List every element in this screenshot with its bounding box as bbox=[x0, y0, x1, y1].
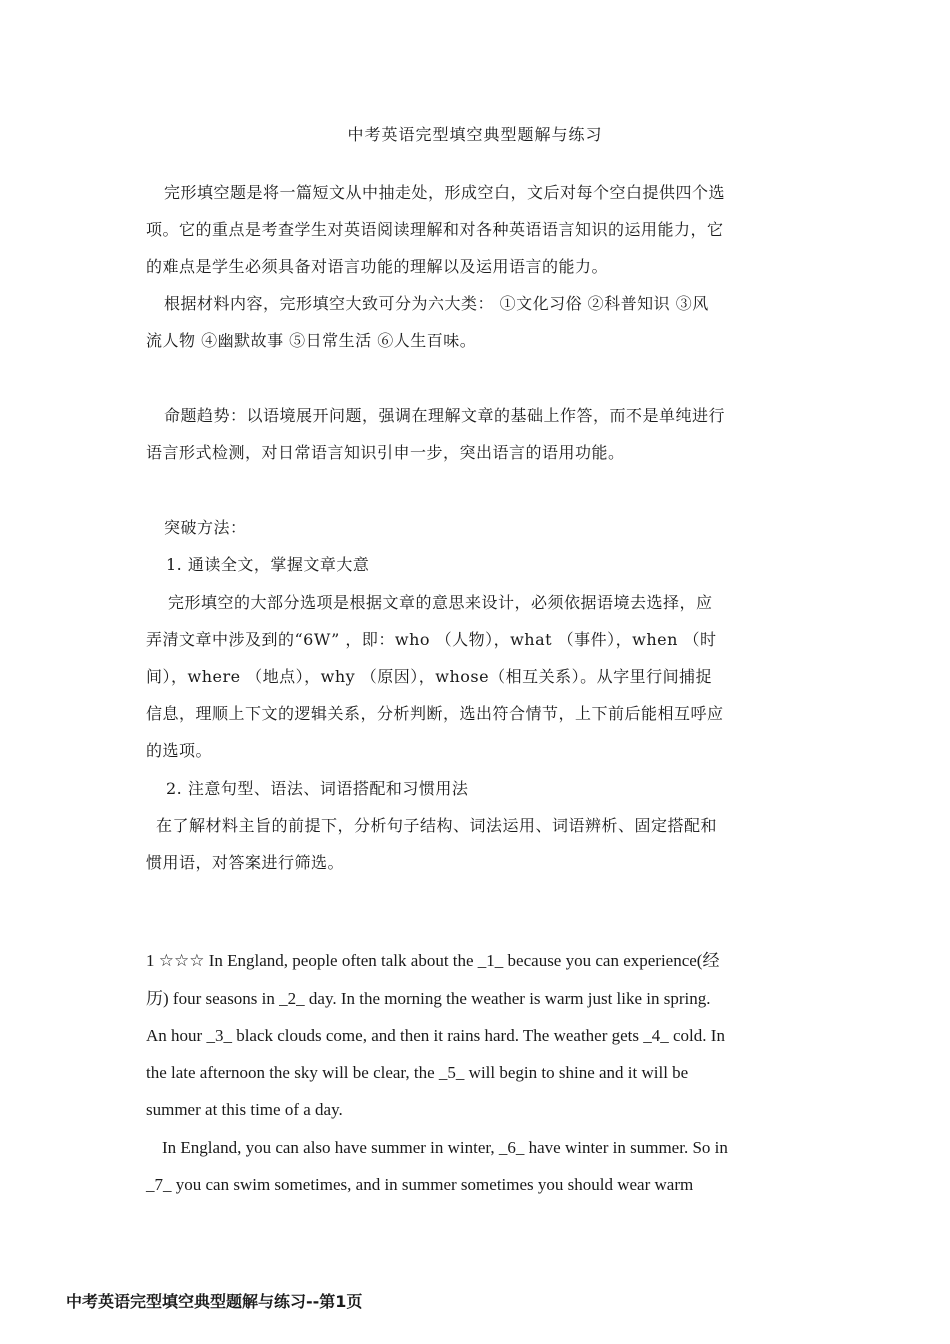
intro-line-2: 项。它的重点是考查学生对英语阅读理解和对各种英语语言知识的运用能力，它 bbox=[146, 220, 724, 239]
exercise-line-5: summer at this time of a day. bbox=[146, 1100, 343, 1119]
page-title: 中考英语完型填空典型题解与练习 bbox=[347, 125, 603, 144]
exercise-line-1: 1 ☆☆☆ In England, people often talk about the _1_ because you can experience(经 bbox=[146, 951, 720, 970]
intro-line-1: 完形填空题是将一篇短文从中抽走处，形成空白，文后对每个空白提供四个选 bbox=[164, 183, 726, 202]
trend-line-1: 命题趋势：以语境展开问题，强调在理解文章的基础上作答，而不是单纯进行 bbox=[164, 406, 726, 425]
exercise-line-4: the late afternoon the sky will be clear, the _5_ will begin to shine and it will be bbox=[146, 1063, 689, 1082]
methods-heading: 突破方法： bbox=[164, 518, 247, 537]
method-1-line-4: 信息，理顺上下文的逻辑关系，分析判断，选出符合情节，上下前后能相互呼应 bbox=[146, 704, 724, 723]
exercise-line-7: _7_ you can swim sometimes, and in summer sometimes you should wear warm bbox=[146, 1175, 694, 1194]
method-1-line-2: 弄清文章中涉及到的“6W” ，即：who （人物），what （事件），when （时 bbox=[146, 630, 717, 649]
intro-line-4: 根据材料内容，完形填空大致可分为六大类： ①文化习俗 ②科普知识 ③风 bbox=[164, 294, 709, 313]
method-1-line-5: 的选项。 bbox=[146, 741, 213, 760]
method-2-title: 2. 注意句型、语法、词语搭配和习惯用法 bbox=[166, 779, 469, 798]
method-2-line-1: 在了解材料主旨的前提下，分析句子结构、词法运用、词语辨析、固定搭配和 bbox=[156, 816, 718, 835]
page-footer: 中考英语完型填空典型题解与练习--第1页 bbox=[66, 1292, 363, 1311]
intro-line-5: 流人物 ④幽默故事 ⑤日常生活 ⑥人生百味。 bbox=[146, 331, 477, 350]
exercise-line-6: In England, you can also have summer in winter, _6_ have winter in summer. So in bbox=[162, 1138, 728, 1157]
method-1-line-3: 间），where （地点），why （原因），whose（相互关系）。从字里行间捕捉 bbox=[146, 667, 713, 686]
method-1-line-1: 完形填空的大部分选项是根据文章的意思来设计，必须依据语境去选择，应 bbox=[168, 593, 713, 612]
trend-line-2: 语言形式检测，对日常语言知识引申一步，突出语言的语用功能。 bbox=[146, 443, 625, 462]
exercise-line-2: 历) four seasons in _2_ day. In the morning the weather is warm just like in spring. bbox=[146, 989, 711, 1008]
exercise-line-3: An hour _3_ black clouds come, and then it rains hard. The weather gets _4_ cold. In bbox=[146, 1026, 725, 1045]
method-2-line-2: 惯用语，对答案进行筛选。 bbox=[146, 853, 345, 872]
method-1-title: 1. 通读全文，掌握文章大意 bbox=[166, 555, 370, 574]
intro-line-3: 的难点是学生必须具备对语言功能的理解以及运用语言的能力。 bbox=[146, 257, 609, 276]
